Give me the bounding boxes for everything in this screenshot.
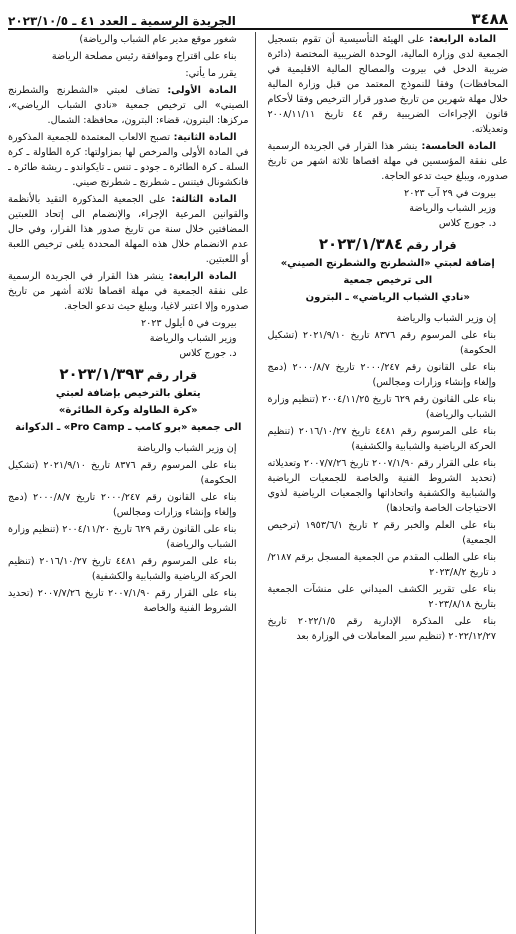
article-5: المادة الخامسة: ينشر هذا القرار في الجريدة الرسمية على نفقة المؤسسين في مهلة اقصاها ثلاثة اشهر من تاريخ صدوره، ويبلغ حيث تدعو الحاجة. [267, 141, 508, 182]
left-column [8, 32, 256, 934]
reference-item: بناء على الطلب المقدم من الجمعية المسجل برقم ٢١٨٧/د تاريخ ٢٠٢٣/٨/٢ [267, 552, 496, 578]
reference-item: بناء على العلم والخبر رقم ٢ تاريخ ١٩٥٣/٦/١ (ترخيص الجمعية) [267, 520, 496, 546]
decision-intro: إن وزير الشباب والرياضة [396, 313, 496, 324]
reference-item: بناء على القانون رقم ٦٢٩ تاريخ ٢٠٠٤/١١/٢٥ (تنظيم وزارة الشباب والرياضة) [267, 394, 496, 420]
decision-subtitle: يتعلق بالترخيص بإضافة لعبتي [55, 388, 201, 399]
reference-item: بناء على تقرير الكشف الميداني على منشآت الجمعية بتاريخ ٢٠٢٣/٨/١٨ [267, 584, 496, 610]
reference-item: بناء على القانون رقم ٢٠٠٠/٢٤٧ تاريخ ٢٠٠٠/٨/٧ (دمج وإلغاء وإنشاء وزارات ومجالس) [267, 362, 496, 388]
article-4: المادة الرابعة: على الهيئة التأسيسية أن تقوم بتسجيل الجمعية لدى وزارة المالية، الوحدة الضريبية المختصة (دائرة ضريبة الدخل في بيروت والمصالح المالية الاقليمية في المحافظات) وفقا للنموذج المعتمد من قبل وزارة المالية خلال مهلة شهرين من تاريخ صدور قرار الترخيص وفقا لأحكام قانون الإجراءات الضريبية رقم ٤٤ تاريخ ٢٠٠٨/١١/١١ وتعديلاته. [267, 34, 508, 135]
article-3: المادة الثالثة: على الجمعية المذكورة التقيد بالأنظمة والقوانين المرعية الإجراء، والإنضمام الى إتحاد اللعبتين المضافتين خلال سنة من تاريخ صدور هذا القرار، وفي حال عدم الانضمام خلال هذه المهلة المحددة يلغى ترخيص اللعبة أو اللعبتين. [8, 194, 249, 265]
page-number: ٣٤٨٨ [471, 10, 508, 28]
page-header [8, 4, 508, 30]
gazette-title: الجريدة الرسمية ـ العدد ٤١ ـ ٢٠٢٣/١٠/٥ [8, 14, 236, 28]
right-column [262, 32, 509, 934]
reference-item: بناء على القانون رقم ٢٠٠٠/٢٤٧ تاريخ ٢٠٠٠/٨/٧ (دمج وإلغاء وإنشاء وزارات ومجالس) [8, 492, 237, 518]
reference-item: بناء على المرسوم رقم ٨٣٧٦ تاريخ ٢٠٢١/٩/١٠ (تشكيل الحكومة) [8, 460, 237, 486]
decision-subtitle: «كرة الطاولة وكرة الطائرة» [58, 405, 198, 416]
reference-item: بناء على المرسوم رقم ٤٤٨١ تاريخ ٢٠١٦/١٠/٢٧ (تنظيم الحركة الرياضية والشبابية والكشفية) [8, 556, 237, 582]
decision-subtitle: «نادي الشباب الرياضي» ـ البترون [305, 292, 470, 303]
columns [8, 32, 508, 934]
decision-subtitle: الى جمعية «برو كامب ـ Pro Camp» ـ الدكوانة [15, 422, 242, 433]
decision-subtitle: الى ترخيص جمعية [343, 275, 433, 286]
article-4: المادة الرابعة: ينشر هذا القرار في الجريدة الرسمية على نفقة الجمعية في مهلة اقصاها ثلاثة أشهر من تاريخ صدوره وإلا اعتبر لاغيا، ويبلغ حيث تدعو الحاجة. [8, 271, 249, 312]
article-2: المادة الثانية: تصبح الالعاب المعتمدة للجمعية المذكورة في المادة الأولى والمرخص لها بمزاولتها: كرة الطاولة ـ كرة السلة ـ كرة الطائرة ـ جودو ـ تنس ـ تايكواندو ـ ريشة طائرة ـ فانكشونال فيتنس ـ شطرنج ـ شطرنج صيني. [8, 132, 249, 188]
text-line: شغور موقع مدير عام الشباب والرياضة) [79, 34, 237, 45]
signature-block: بيروت في ٥ أيلول ٢٠٢٣ وزير الشباب والرياضة د. جورج كلاس [140, 318, 237, 359]
reference-item: بناء على المرسوم رقم ٤٤٨١ تاريخ ٢٠١٦/١٠/٢٧ (تنظيم الحركة الرياضية والشبابية والكشفية) [267, 426, 496, 452]
reference-item: بناء على المذكرة الإدارية رقم ٢٠٢٢/١/٥ تاريخ ٢٠٢٢/١٢/٢٧ (تنظيم سير المعاملات في الوزارة بعد [267, 616, 497, 642]
decision-intro: إن وزير الشباب والرياضة [137, 443, 237, 454]
reference-item: بناء على المرسوم رقم ٨٣٧٦ تاريخ ٢٠٢١/٩/١٠ (تشكيل الحكومة) [267, 330, 496, 356]
article-1: المادة الأولى: تضاف لعبتي «الشطرنج والشطرنج الصيني» الى ترخيص جمعية «نادي الشباب الرياضي»، مركزها: البترون، قضاء: البترون، محافظة: الشمال. [8, 85, 249, 126]
text-line: بناء على اقتراح وموافقة رئيس مصلحة الرياضة [51, 51, 237, 62]
decision-title: قرار رقم ٢٠٢٣/١/٣٨٤ [318, 235, 457, 253]
reference-item: بناء على القانون رقم ٦٢٩ تاريخ ٢٠٠٤/١١/٢٠ (تنظيم وزارة الشباب والرياضة) [8, 524, 237, 550]
decision-subtitle: إضافة لعبتي «الشطرنج والشطرنج الصيني» [280, 258, 495, 269]
decides-line: يقرر ما يأتي: [185, 68, 237, 79]
reference-item: بناء على القرار رقم ٢٠٠٧/١/٩٠ تاريخ ٢٠٠٧/٧/٢٦ وتعديلاته (تحديد الشروط الفنية والخاصة للجمعيات الرياضية والشبابية والكشفية واتحاداتها والجمعيات الرياضية لذوي الاحتياجات الخاصة واتحادها) [267, 458, 496, 514]
signature-block: بيروت في ٢٩ آب ٢٠٢٣ وزير الشباب والرياضة د. جورج كلاس [404, 188, 496, 229]
reference-item: بناء على القرار رقم ٢٠٠٧/١/٩٠ تاريخ ٢٠٠٧/٧/٢٦ (تحديد الشروط الفنية والخاصة [8, 588, 237, 614]
decision-title: قرار رقم ٢٠٢٣/١/٣٩٣ [59, 365, 198, 383]
